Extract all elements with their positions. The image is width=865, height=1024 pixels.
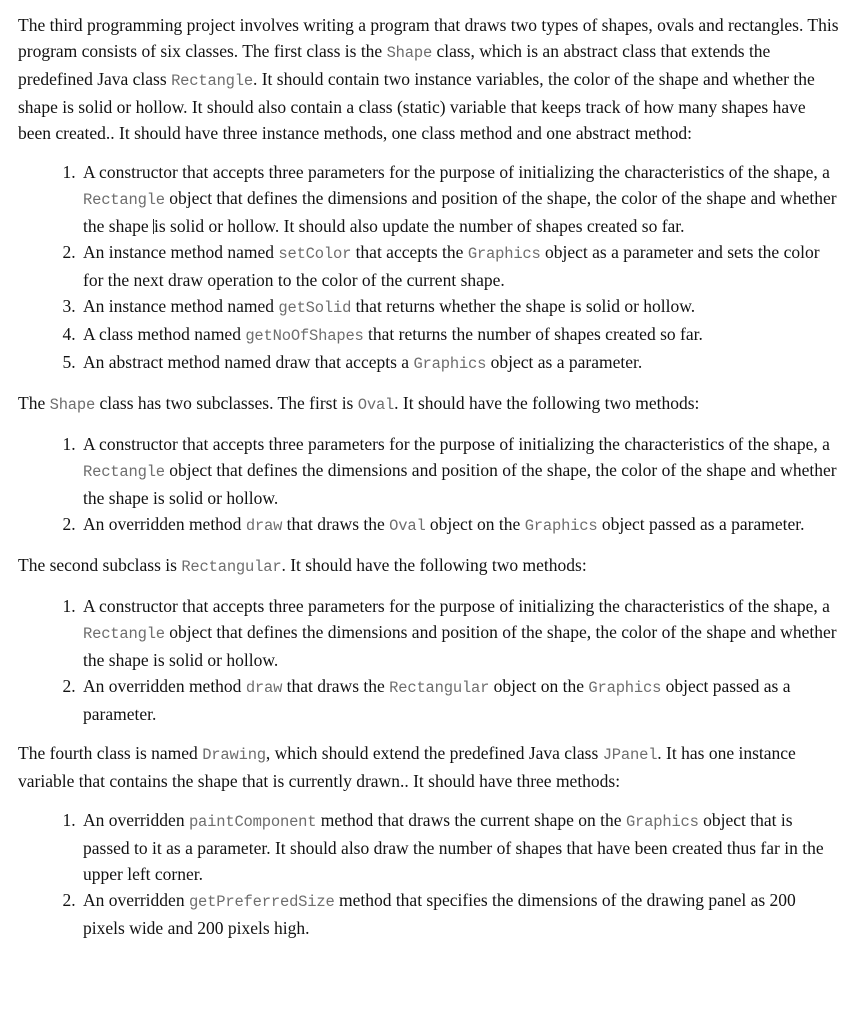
list-item — [80, 593, 841, 673]
code-run: Graphics — [413, 355, 487, 373]
code-run: Oval — [357, 396, 395, 414]
text-run: . It should have the following two methods: — [281, 555, 587, 575]
text-run: that draws the — [282, 676, 390, 696]
text-run: object as a parameter. — [486, 352, 643, 372]
code-run: Rectangle — [83, 463, 165, 481]
text-run: method that specifies the dimensions of the drawing panel as 200 pixels wide and 200 pixels high. — [83, 890, 796, 938]
shape-class-methods-list — [18, 159, 841, 377]
text-run: The fourth class is named — [18, 743, 203, 763]
code-run: Rectangle — [171, 72, 253, 90]
list-item — [80, 293, 841, 321]
list-item — [80, 673, 841, 727]
code-run: Rectangle — [83, 191, 165, 209]
code-run: paintComponent — [188, 813, 317, 831]
code-run: draw — [245, 679, 283, 697]
text-run: The second subclass is — [18, 555, 182, 575]
code-run: Graphics — [588, 679, 662, 697]
text-run: A constructor that accepts three parameters for the purpose of initializing the characteristics of the shape, a — [83, 162, 830, 182]
text-run: The — [18, 393, 50, 413]
list-item — [80, 321, 841, 349]
rectangular-methods-list — [18, 593, 841, 727]
code-run: getPreferredSize — [188, 893, 335, 911]
text-run: An instance method named — [83, 296, 279, 316]
text-run: object passed as a parameter. — [597, 514, 805, 534]
text-run: An overridden method — [83, 514, 246, 534]
code-run: Rectangular — [389, 679, 490, 697]
text-run: that returns the number of shapes created so far. — [363, 324, 703, 344]
list-item — [80, 431, 841, 511]
text-run: . It has one instance variable that contains the shape that is currently drawn.. It should have three methods: — [18, 743, 796, 791]
text-run: An overridden — [83, 890, 189, 910]
paragraph-oval-subclass — [18, 390, 841, 418]
code-run: Graphics — [625, 813, 699, 831]
text-run: . It should have the following two methods: — [394, 393, 700, 413]
list-item — [80, 887, 841, 941]
text-run: object on the — [425, 514, 525, 534]
code-run: Oval — [389, 517, 426, 535]
code-run: Graphics — [524, 517, 598, 535]
list-item — [80, 159, 841, 239]
text-run: that draws the — [282, 514, 390, 534]
text-run: object that defines the dimensions and position of the shape, the color of the shape and whether the shape is solid or hollow. — [83, 622, 837, 670]
code-run: Rectangular — [181, 558, 282, 576]
code-run: draw — [245, 517, 283, 535]
text-run: An overridden — [83, 810, 189, 830]
text-run: object as a parameter and sets the color for the next draw operation to the color of the current shape. — [83, 242, 820, 290]
text-run: object that defines the dimensions and position of the shape, the color of the shape and whether the shape is solid or hollow. — [83, 460, 837, 508]
text-run: An instance method named — [83, 242, 279, 262]
text-run: is solid or hollow. It should also update the number of shapes created so far. — [153, 216, 685, 236]
text-run: . It should contain two instance variables, the color of the shape and whether the shape is solid or hollow. It should also contain a class (static) variable that keeps track of how many shapes have been created.. It should have three instance methods, one class method and one abstract method: — [18, 69, 815, 143]
text-run: that returns whether the shape is solid or hollow. — [351, 296, 696, 316]
text-run: A constructor that accepts three parameters for the purpose of initializing the characteristics of the shape, a — [83, 434, 830, 454]
code-run: JPanel — [602, 746, 658, 764]
paragraph-rectangular-subclass — [18, 552, 841, 580]
text-run: A class method named — [83, 324, 246, 344]
text-run: class, which is an abstract class that extends the predefined Java class — [18, 41, 771, 89]
text-run: method that draws the current shape on the — [316, 810, 626, 830]
text-run: The third programming project involves writing a program that draws two types of shapes, ovals and rectangles. This program consists of six classes. The first class is the — [18, 15, 839, 61]
list-item — [80, 511, 841, 539]
code-run: setColor — [278, 245, 352, 263]
text-run: An overridden method — [83, 676, 246, 696]
drawing-methods-list — [18, 807, 841, 941]
code-run: Shape — [386, 44, 433, 62]
paragraph-drawing-class — [18, 740, 841, 794]
code-run: Rectangle — [83, 625, 165, 643]
text-run: object passed as a parameter. — [83, 676, 791, 724]
code-run: Shape — [49, 396, 96, 414]
text-run: An abstract method named draw that accepts a — [83, 352, 414, 372]
text-run: , which should extend the predefined Java class — [265, 743, 603, 763]
oval-methods-list — [18, 431, 841, 539]
code-run: Drawing — [202, 746, 266, 764]
list-item — [80, 239, 841, 293]
list-item — [80, 349, 841, 377]
code-run: getSolid — [278, 299, 352, 317]
text-run: A constructor that accepts three parameters for the purpose of initializing the characteristics of the shape, a — [83, 596, 830, 616]
code-run: getNoOfShapes — [245, 327, 364, 345]
list-item — [80, 807, 841, 887]
text-run: that accepts the — [351, 242, 468, 262]
text-run: object that defines the dimensions and position of the shape, the color of the shape and whether the shape — [83, 188, 837, 236]
paragraph-project-intro — [18, 12, 841, 146]
text-run: object on the — [489, 676, 589, 696]
text-run: class has two subclasses. The first is — [95, 393, 358, 413]
text-run: object that is passed to it as a parameter. It should also draw the number of shapes that have been created thus far in the upper left corner. — [83, 810, 824, 884]
code-run: Graphics — [467, 245, 541, 263]
